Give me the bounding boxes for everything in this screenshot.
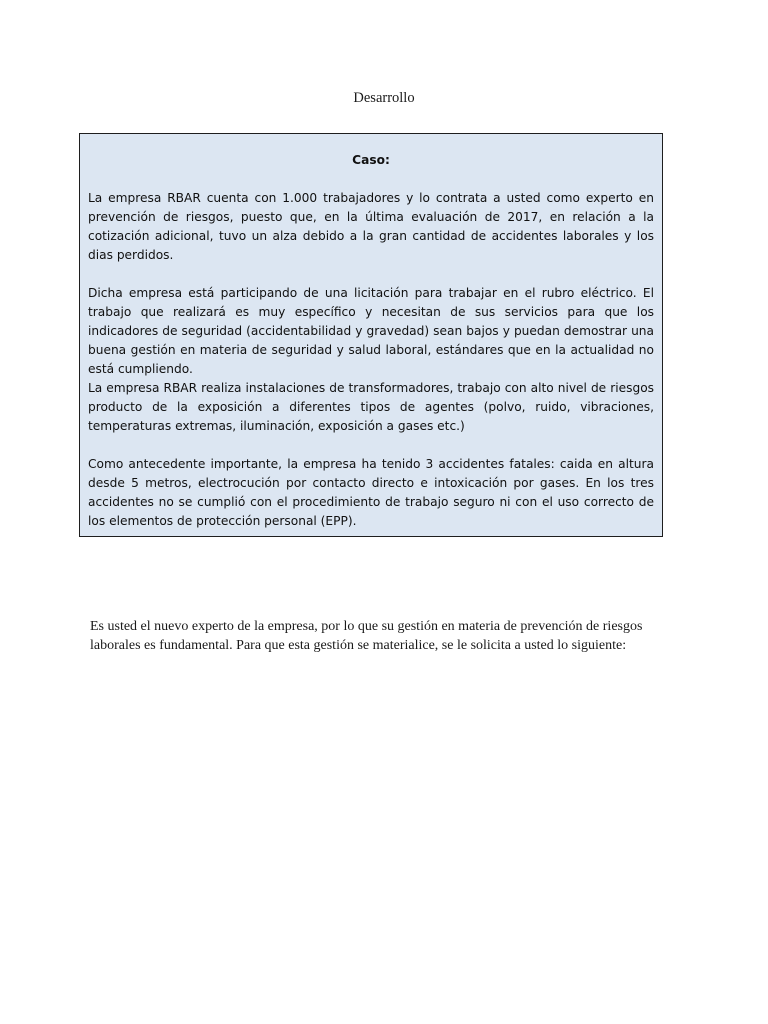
case-paragraph: La empresa RBAR realiza instalaciones de transformadores, trabajo con alto nivel de riesgos producto de la exposición a diferentes tipos de agentes (polvo, ruido, vibraciones, temperaturas extremas, iluminación, exposición a gases etc.) (88, 381, 654, 433)
case-paragraph: La empresa RBAR cuenta con 1.000 trabajadores y lo contrata a usted como experto en prevención de riesgos, puesto que, en la última evaluación de 2017, en relación a la cotización adicional, tuvo un alza debido a la gran cantidad de accidentes laborales y los dias perdidos. (88, 191, 654, 262)
case-paragraph: Dicha empresa está participando de una licitación para trabajar en el rubro eléctrico. El trabajo que realizará es muy específico y necesitan de sus servicios para que los indicadores de seguridad (accidentabilidad y gravedad) sean bajos y puedan demostrar una buena gestión en materia de seguridad y salud laboral, estándares que en la actualidad no está cumpliendo. (88, 286, 654, 376)
case-box (79, 133, 663, 537)
section-heading: Desarrollo (353, 90, 415, 106)
case-title: Caso: (352, 153, 390, 167)
intro-paragraph: Es usted el nuevo experto de la empresa, por lo que su gestión en materia de prevención de riesgos laborales es fundamental. Para que esta gestión se materialice, se le solicita a usted lo siguiente: (90, 619, 643, 653)
case-paragraph: Como antecedente importante, la empresa ha tenido 3 accidentes fatales: caida en altura desde 5 metros, electrocución por contacto directo e intoxicación por gases. En los tres accidentes no se cumplió con el procedimiento de trabajo seguro ni con el uso correcto de los elementos de protección personal (EPP). (88, 457, 654, 528)
